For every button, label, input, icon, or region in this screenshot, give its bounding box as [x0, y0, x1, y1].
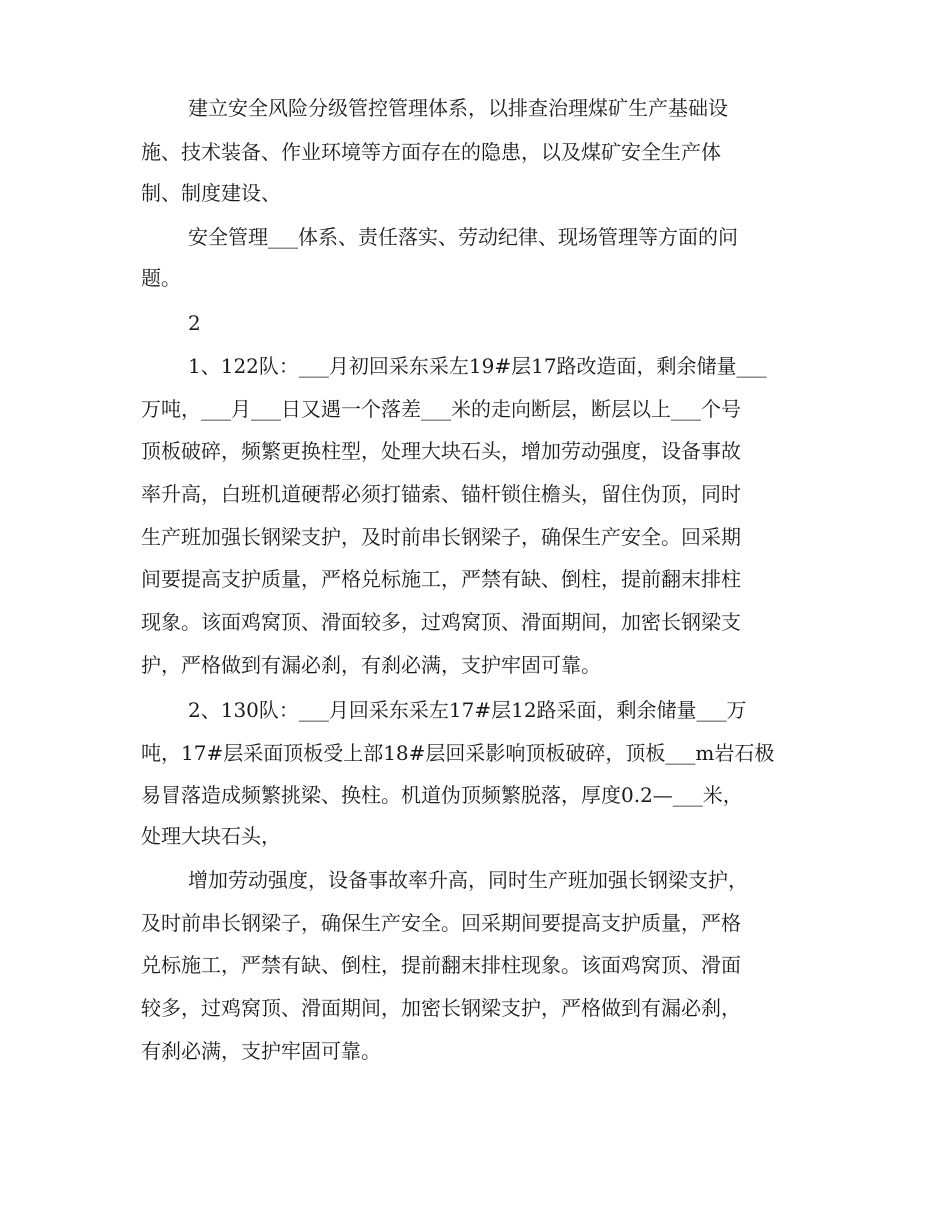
text-line: 吨，17#层采面顶板受上部18#层回采影响顶板破碎，顶板___m岩石极 — [141, 741, 775, 765]
text-line: 顶板破碎，频繁更换柱型，处理大块石头，增加劳动强度，设备事故 — [141, 439, 741, 463]
section-number: 2 — [188, 311, 201, 335]
text-line: 增加劳动强度，设备事故率升高，同时生产班加强长钢梁支护， — [188, 868, 748, 892]
text-line: 护，严格做到有漏必刹，有刹必满，支护牢固可靠。 — [141, 653, 601, 677]
text-line: 制、制度建设、 — [141, 181, 281, 205]
text-line: 较多，过鸡窝顶、滑面期间，加密长钢梁支护，严格做到有漏必刹， — [141, 996, 741, 1020]
text-line: 间要提高支护质量，严格兑标施工，严禁有缺、倒柱，提前翻末排柱 — [141, 567, 741, 591]
text-line: 率升高，白班机道硬帮必须打锚索、锚杆锁住檐头，留住伪顶，同时 — [141, 482, 741, 506]
text-line: 施、技术装备、作业环境等方面存在的隐患，以及煤矿安全生产体 — [141, 140, 721, 164]
text-line: 处理大块石头， — [141, 824, 281, 848]
text-line: 易冒落造成频繁挑梁、换柱。机道伪顶频繁脱落，厚度0.2—___米， — [141, 783, 743, 807]
text-line: 现象。该面鸡窝顶、滑面较多，过鸡窝顶、滑面期间，加密长钢梁支 — [141, 610, 741, 634]
text-line: 2、130队：___月回采东采左17#层12路采面，剩余储量___万 — [188, 698, 747, 722]
text-line: 1、122队：___月初回采东采左19#层17路改造面，剩余储量___ — [188, 354, 767, 378]
text-line: 建立安全风险分级管控管理体系，以排查治理煤矿生产基础设 — [188, 96, 728, 120]
text-line: 及时前串长钢梁子，确保生产安全。回采期间要提高支护质量，严格 — [141, 911, 741, 935]
text-line: 兑标施工，严禁有缺、倒柱，提前翻末排柱现象。该面鸡窝顶、滑面 — [141, 953, 741, 977]
text-line: 生产班加强长钢梁支护，及时前串长钢梁子，确保生产安全。回采期 — [141, 525, 741, 549]
text-line: 万吨，___月___日又遇一个落差___米的走向断层，断层以上___个号 — [141, 397, 741, 421]
text-line: 题。 — [141, 266, 181, 290]
text-line: 有刹必满，支护牢固可靠。 — [141, 1039, 381, 1063]
text-line: 安全管理___体系、责任落实、劳动纪律、现场管理等方面的问 — [188, 225, 738, 249]
